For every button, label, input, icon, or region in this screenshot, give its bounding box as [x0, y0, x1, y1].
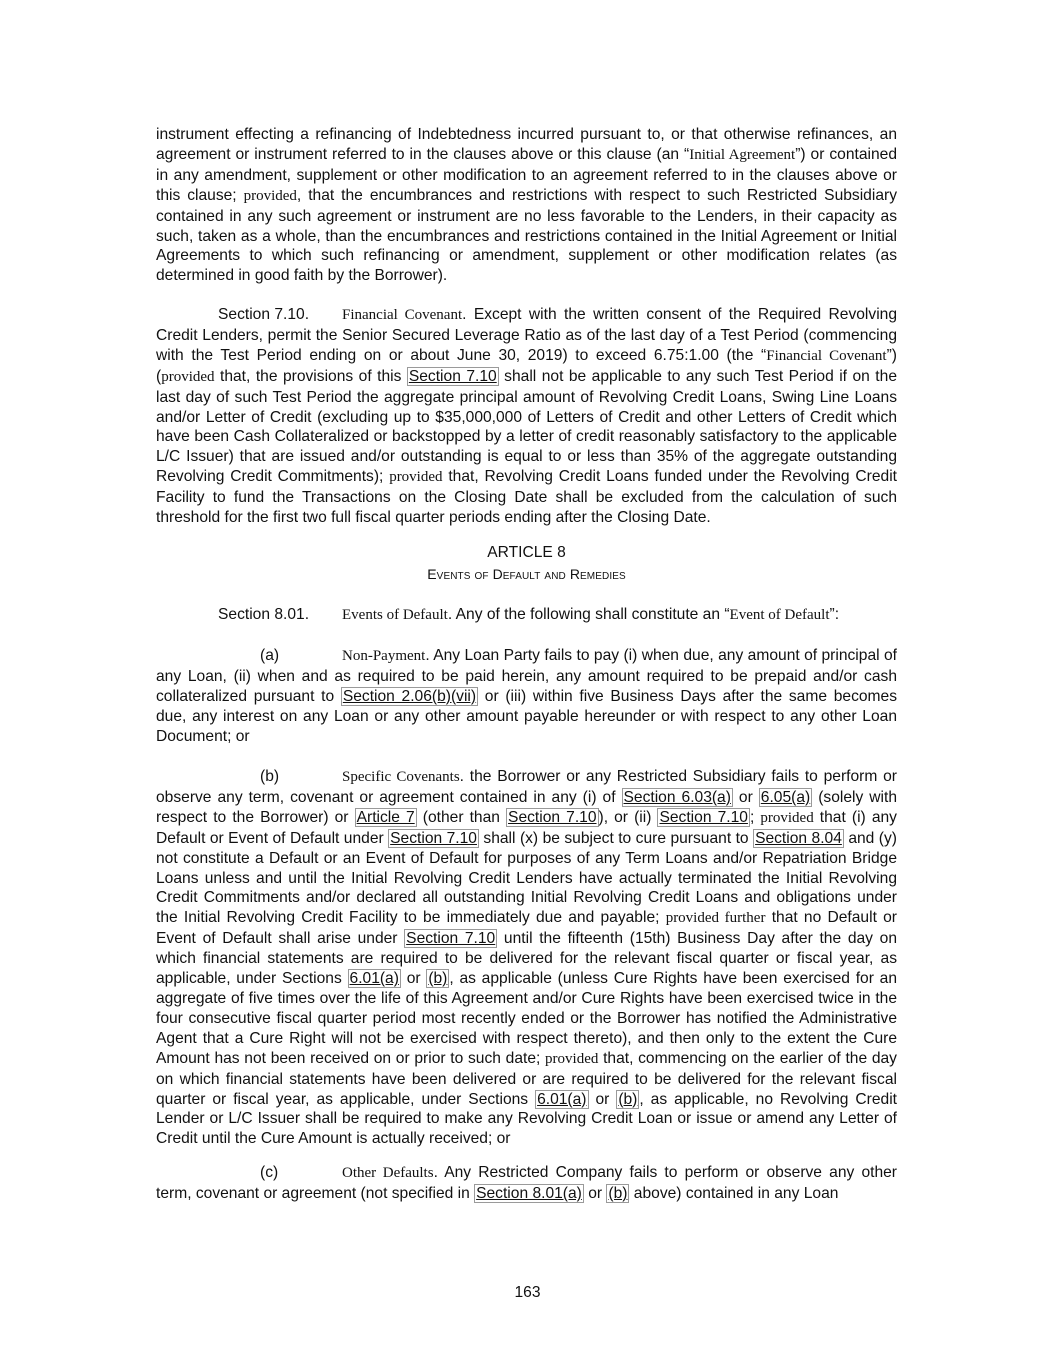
link-6-01-a[interactable]: 6.01(a)	[349, 970, 399, 988]
link-section-7-10[interactable]: Section 7.10	[508, 808, 597, 826]
clause-a-tag: (a)	[260, 647, 280, 664]
clause-b-title: Specific Covenants	[342, 769, 460, 785]
clause-a-non-payment: (a) Non-Payment. Any Loan Party fails to pay (i) when due, any amount of principal of any Loan, (ii) when and as required to be paid herein, any amount required to be prepaid and/or cash collateralized pursuant to Section 2.06(b)(vii) or (iii) within five Business Days after the same becomes due, any interest on any Loan or any other amount payable hereunder or with respect to any other Loan Document; or	[156, 647, 897, 745]
section-7-10-title: Financial Covenant	[342, 307, 463, 323]
article-subheading: Events of Default and Remedies	[427, 566, 626, 582]
link-6-01-a[interactable]: 6.01(a)	[537, 1090, 587, 1108]
section-7-10-number: Section 7.10.	[218, 306, 310, 323]
section-7-10-paragraph: Section 7.10. Financial Covenant. Except with the written consent of the Required Revolving Credit Lenders, permit the Senior Secured Leverage Ratio as of the last day of a Test Period (commencing with the Test Period ending on or about June 30, 2019) to exceed 6.75:1.00 (the “Financial Covenant”) (provided that, the provisions of this Section 7.10 shall not be applicable to any such Test Period if on the last day of such Test Period the aggregate principal amount of Revolving Credit Loans, Swing Line Loans and/or Letter of Credit (excluding up to $35,000,000 of Letters of Credit and other Letters of Credit which have been Cash Collateralized or backstopped by a letter of credit reasonably satisfactory to the applicable L/C Issuer) that are issued and/or outstanding is equal to or less than 35% of the aggregate outstanding Revolving Credit Commitments); provided that, Revolving Credit Loans funded under the Revolving Credit Facility to fund the Transactions on the Closing Date shall be excluded from the calculation of such threshold for the first two full fiscal quarter periods ending after the Closing Date.	[156, 306, 898, 527]
section-8-01-paragraph: Section 8.01. Events of Default. Any of the following shall constitute an “Event of Default”:	[218, 606, 840, 623]
section-8-01-title: Events of Default	[342, 607, 448, 623]
clause-a-title: Non-Payment	[342, 648, 426, 664]
link-section-7-10[interactable]: Section 7.10	[406, 930, 496, 948]
link-article-7[interactable]: Article 7	[356, 808, 415, 826]
link-section-6-03-a[interactable]: Section 6.03(a)	[623, 788, 731, 806]
clause-c-tag: (c)	[260, 1164, 279, 1181]
clause-b-tag: (b)	[260, 768, 280, 785]
link-section-7-10[interactable]: Section 7.10	[659, 808, 748, 826]
clause-c-title: Other Defaults	[342, 1165, 434, 1181]
defined-term-event-of-default: Event of Default	[729, 607, 830, 623]
link-b[interactable]: (b)	[428, 970, 448, 988]
article-heading: ARTICLE 8	[487, 544, 566, 561]
link-section-7-10[interactable]: Section 7.10	[408, 367, 497, 385]
clause-c-other-defaults: (c) Other Defaults. Any Restricted Company fails to perform or observe any other term, covenant or agreement (not specified in Section 8.01(a) or (b) above) contained in any Loan	[156, 1164, 898, 1202]
page-number: 163	[514, 1284, 541, 1301]
link-section-8-04[interactable]: Section 8.04	[755, 829, 842, 847]
link-b[interactable]: (b)	[608, 1184, 628, 1202]
link-section-8-01-a[interactable]: Section 8.01(a)	[476, 1184, 582, 1202]
defined-term-initial-agreement: Initial Agreement	[689, 146, 796, 163]
link-b[interactable]: (b)	[618, 1090, 638, 1108]
paragraph-refinancing-continuation: instrument effecting a refinancing of Indebtedness incurred pursuant to, or that otherwise refinances, an agreement or instrument referred to in the clauses above or this clause (an “Initial Agreement”) or contained in any amendment, supplement or other modification to an agreement referred to in the clauses above or this clause; provided, that the encumbrances and restrictions with respect to such Restricted Subsidiary contained in any such agreement or instrument are no less favorable to the Lenders, in their capacity as such, taken as a whole, than the encumbrances and restrictions contained in the Initial Agreement or Initial Agreements to which such refinancing or amendment, supplement or other modification relates (as determined in good faith by the Borrower).	[156, 126, 897, 285]
link-section-2-06-b-vii[interactable]: Section 2.06(b)(vii)	[342, 687, 477, 705]
provided-term: provided	[243, 187, 297, 204]
link-section-7-10[interactable]: Section 7.10	[390, 829, 477, 847]
section-8-01-number: Section 8.01.	[218, 606, 310, 623]
defined-term-financial-covenant: Financial Covenant	[766, 347, 887, 364]
clause-b-specific-covenants: (b) Specific Covenants. the Borrower or any Restricted Subsidiary fails to perform or observe any term, covenant or agreement contained in any (i) of Section 6.03(a) or 6.05(a) (solely with respect to the Borrower) or Article 7 (other than Section 7.10 ), or (ii) Section 7.10 ; provided that (i) any Default or Event of Default under Section 7.10 shall (x) be subject to cure pursuant to Section 8.04 and (y) not constitute a Default or an Event of Default for purposes of any Term Loans and/or Repatriation Bridge Loans unless and until the Initial Revolving Credit Lenders have actually terminated the Initial Revolving Credit Commitments and/or declared all outstanding Initial Revolving Credit Loans and obligations under the Initial Revolving Credit Facility to be immediately due and payable; provided further that no Default or Event of Default shall arise under Section 7.10 until the fifteenth (15th) Business Day after the day on which financial statements are required to be delivered for the relevant fiscal quarter or fiscal year, as applicable, under Sections 6.01(a) or (b) , as applicable (unless Cure Rights have been exercised for an aggregate of five times over the life of this Agreement and/or Cure Rights have been exercised twice in the four consecutive fiscal quarter period most recently ended or the Borrower has notified the Administrative Agent that a Cure Right will not be exercised with respect thereto), and then only to the extent the Cure Amount has not been received on or prior to such date; provided that, commencing on the earlier of the day on which financial statements have been delivered or are required to be delivered for the relevant fiscal quarter or fiscal year, as applicable, under Sections 6.01(a) or (b) , as applicable, no Revolving Credit Lender or L/C Issuer shall be required to make any Revolving Credit Loan or issue or amend any Letter of Credit until the Cure Amount is actually received; or	[156, 768, 897, 1148]
link-6-05-a[interactable]: 6.05(a)	[760, 788, 811, 806]
